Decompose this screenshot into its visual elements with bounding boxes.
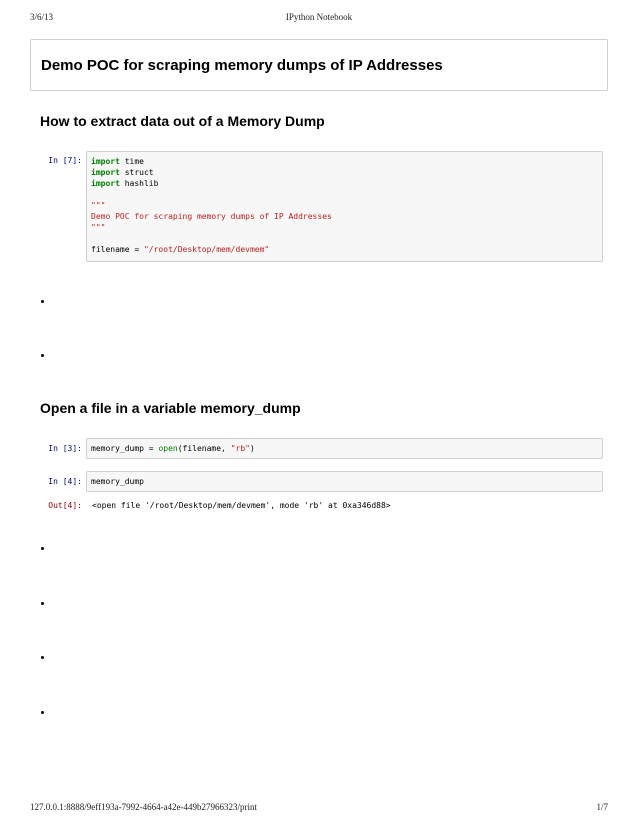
code-line [91, 156, 598, 167]
code-blank-line [91, 233, 598, 244]
code-text: filename = [91, 245, 144, 254]
section-heading-extract: How to extract data out of a Memory Dump [40, 113, 325, 129]
print-header [30, 12, 608, 24]
code-text: ) [249, 444, 255, 453]
cell-prompt-in4: In [4]: [48, 477, 82, 486]
code-line: memory_dump [91, 477, 144, 486]
docstring-text: Demo POC for scraping memory dumps of IP Addresses [91, 212, 332, 221]
code-keyword: import [91, 179, 120, 188]
code-line [91, 167, 598, 178]
code-line [91, 443, 598, 454]
print-url: 127.0.0.1:8888/9eff193a-7992-4664-a42e-449b27966323/print [30, 802, 258, 812]
notebook-heading: Demo POC for scraping memory dumps of IP Addresses [41, 57, 443, 74]
code-keyword: import [91, 157, 120, 166]
heading-cell [30, 39, 608, 91]
code-cell-in3[interactable] [86, 438, 603, 459]
cell-prompt-in3: In [3]: [48, 444, 82, 453]
cell-prompt-out4: Out[4]: [48, 501, 82, 510]
empty-list-bullet [41, 300, 44, 303]
code-cell-in4[interactable] [86, 471, 603, 492]
code-cell-in7[interactable] [86, 151, 603, 262]
code-builtin: open [158, 444, 178, 453]
cell-output-out4: <open file '/root/Desktop/mem/devmem', mode 'rb' at 0xa346d88> [92, 501, 391, 510]
code-text: time [119, 157, 144, 166]
docstring-close: """ [91, 223, 106, 232]
print-footer [30, 802, 608, 814]
code-text: hashlib [119, 179, 159, 188]
page-number: 1/7 [596, 802, 608, 812]
cell-prompt-in7: In [7]: [48, 156, 82, 165]
code-keyword: import [91, 168, 120, 177]
empty-list-bullet [41, 656, 44, 659]
empty-list-bullet [41, 354, 44, 357]
docstring-open: """ [91, 201, 106, 210]
empty-list-bullet [41, 602, 44, 605]
code-text: memory_dump = [91, 444, 159, 453]
code-line [91, 244, 598, 255]
empty-list-bullet [41, 711, 44, 714]
code-blank-line [91, 189, 598, 200]
code-string: "rb" [230, 444, 250, 453]
code-line [91, 178, 598, 189]
code-string: "/root/Desktop/mem/devmem" [143, 245, 270, 254]
empty-list-bullet [41, 547, 44, 550]
print-date: 3/6/13 [30, 12, 54, 22]
print-title: IPython Notebook [285, 12, 353, 22]
code-text: struct [119, 168, 154, 177]
code-text: (filename, [177, 444, 231, 453]
section-heading-open-file: Open a file in a variable memory_dump [40, 400, 301, 416]
